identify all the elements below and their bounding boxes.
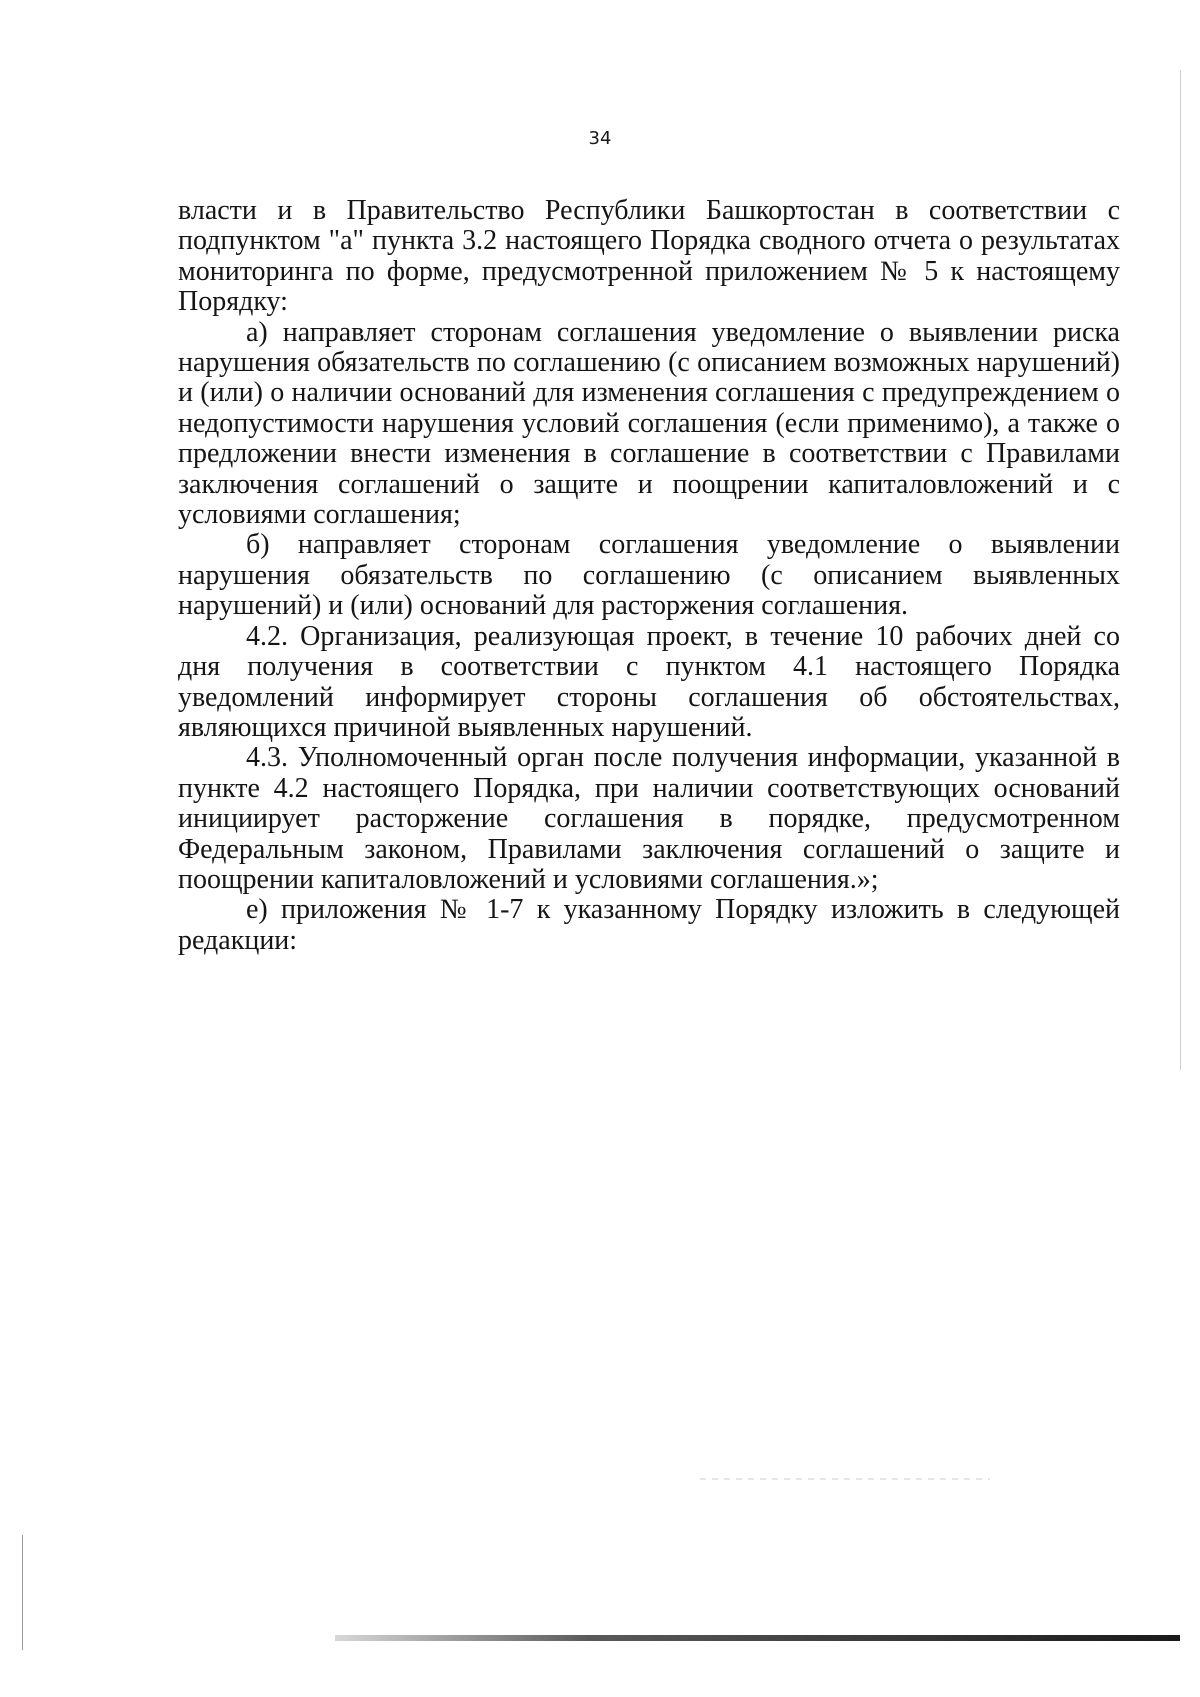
page-number: 34 bbox=[588, 128, 612, 149]
paragraph-item-b: б) направляет сторонам соглашения уведомление о выявлении нарушения обязательств по соглашению (с описанием выявленных нарушений) и (или) оснований для расторжения соглашения. bbox=[178, 529, 1120, 622]
paragraph-4-2: 4.2. Организация, реализующая проект, в течение 10 рабочих дней со дня получения в соответствии с пунктом 4.1 настоящего Порядка уведомлений информирует стороны соглашения об обстоятельствах, являющихся причиной выявленных нарушений. bbox=[178, 620, 1120, 743]
scan-bottom-bar bbox=[335, 1635, 1180, 1641]
scan-edge-line bbox=[22, 1535, 23, 1650]
paragraph-item-a: а) направляет сторонам соглашения уведомление о выявлении риска нарушения обязательств по соглашению (с описанием возможных нарушений) и (или) о наличии оснований для изменения соглашения с предупреждением о недопустимости нарушения условий соглашения (если применимо), а также о предложении внести изменения в соглашение в соответствии с Правилами заключения соглашений о защите и поощрении капиталовложений и с условиями соглашения; bbox=[178, 316, 1120, 531]
paragraph-item-e: е) приложения № 1-7 к указанному Порядку изложить в следующей редакции: bbox=[178, 894, 1120, 956]
document-body bbox=[178, 196, 1120, 956]
paragraph-4-3: 4.3. Уполномоченный орган после получения информации, указанной в пункте 4.2 настоящего Порядка, при наличии соответствующих оснований инициирует расторжение соглашения в порядке, предусмотренном Федеральным законом, Правилами заключения соглашений о защите и поощрении капиталовложений и условиями соглашения.»; bbox=[178, 742, 1120, 895]
scan-artifact bbox=[700, 1478, 990, 1480]
scan-edge-line bbox=[1180, 70, 1181, 1070]
paragraph-continuation: власти и в Правительство Республики Башкортостан в соответствии с подпунктом "а" пункта 3.2 настоящего Порядка сводного отчета о результатах мониторинга по форме, предусмотренной приложением № 5 к настоящему Порядку: bbox=[178, 195, 1120, 318]
